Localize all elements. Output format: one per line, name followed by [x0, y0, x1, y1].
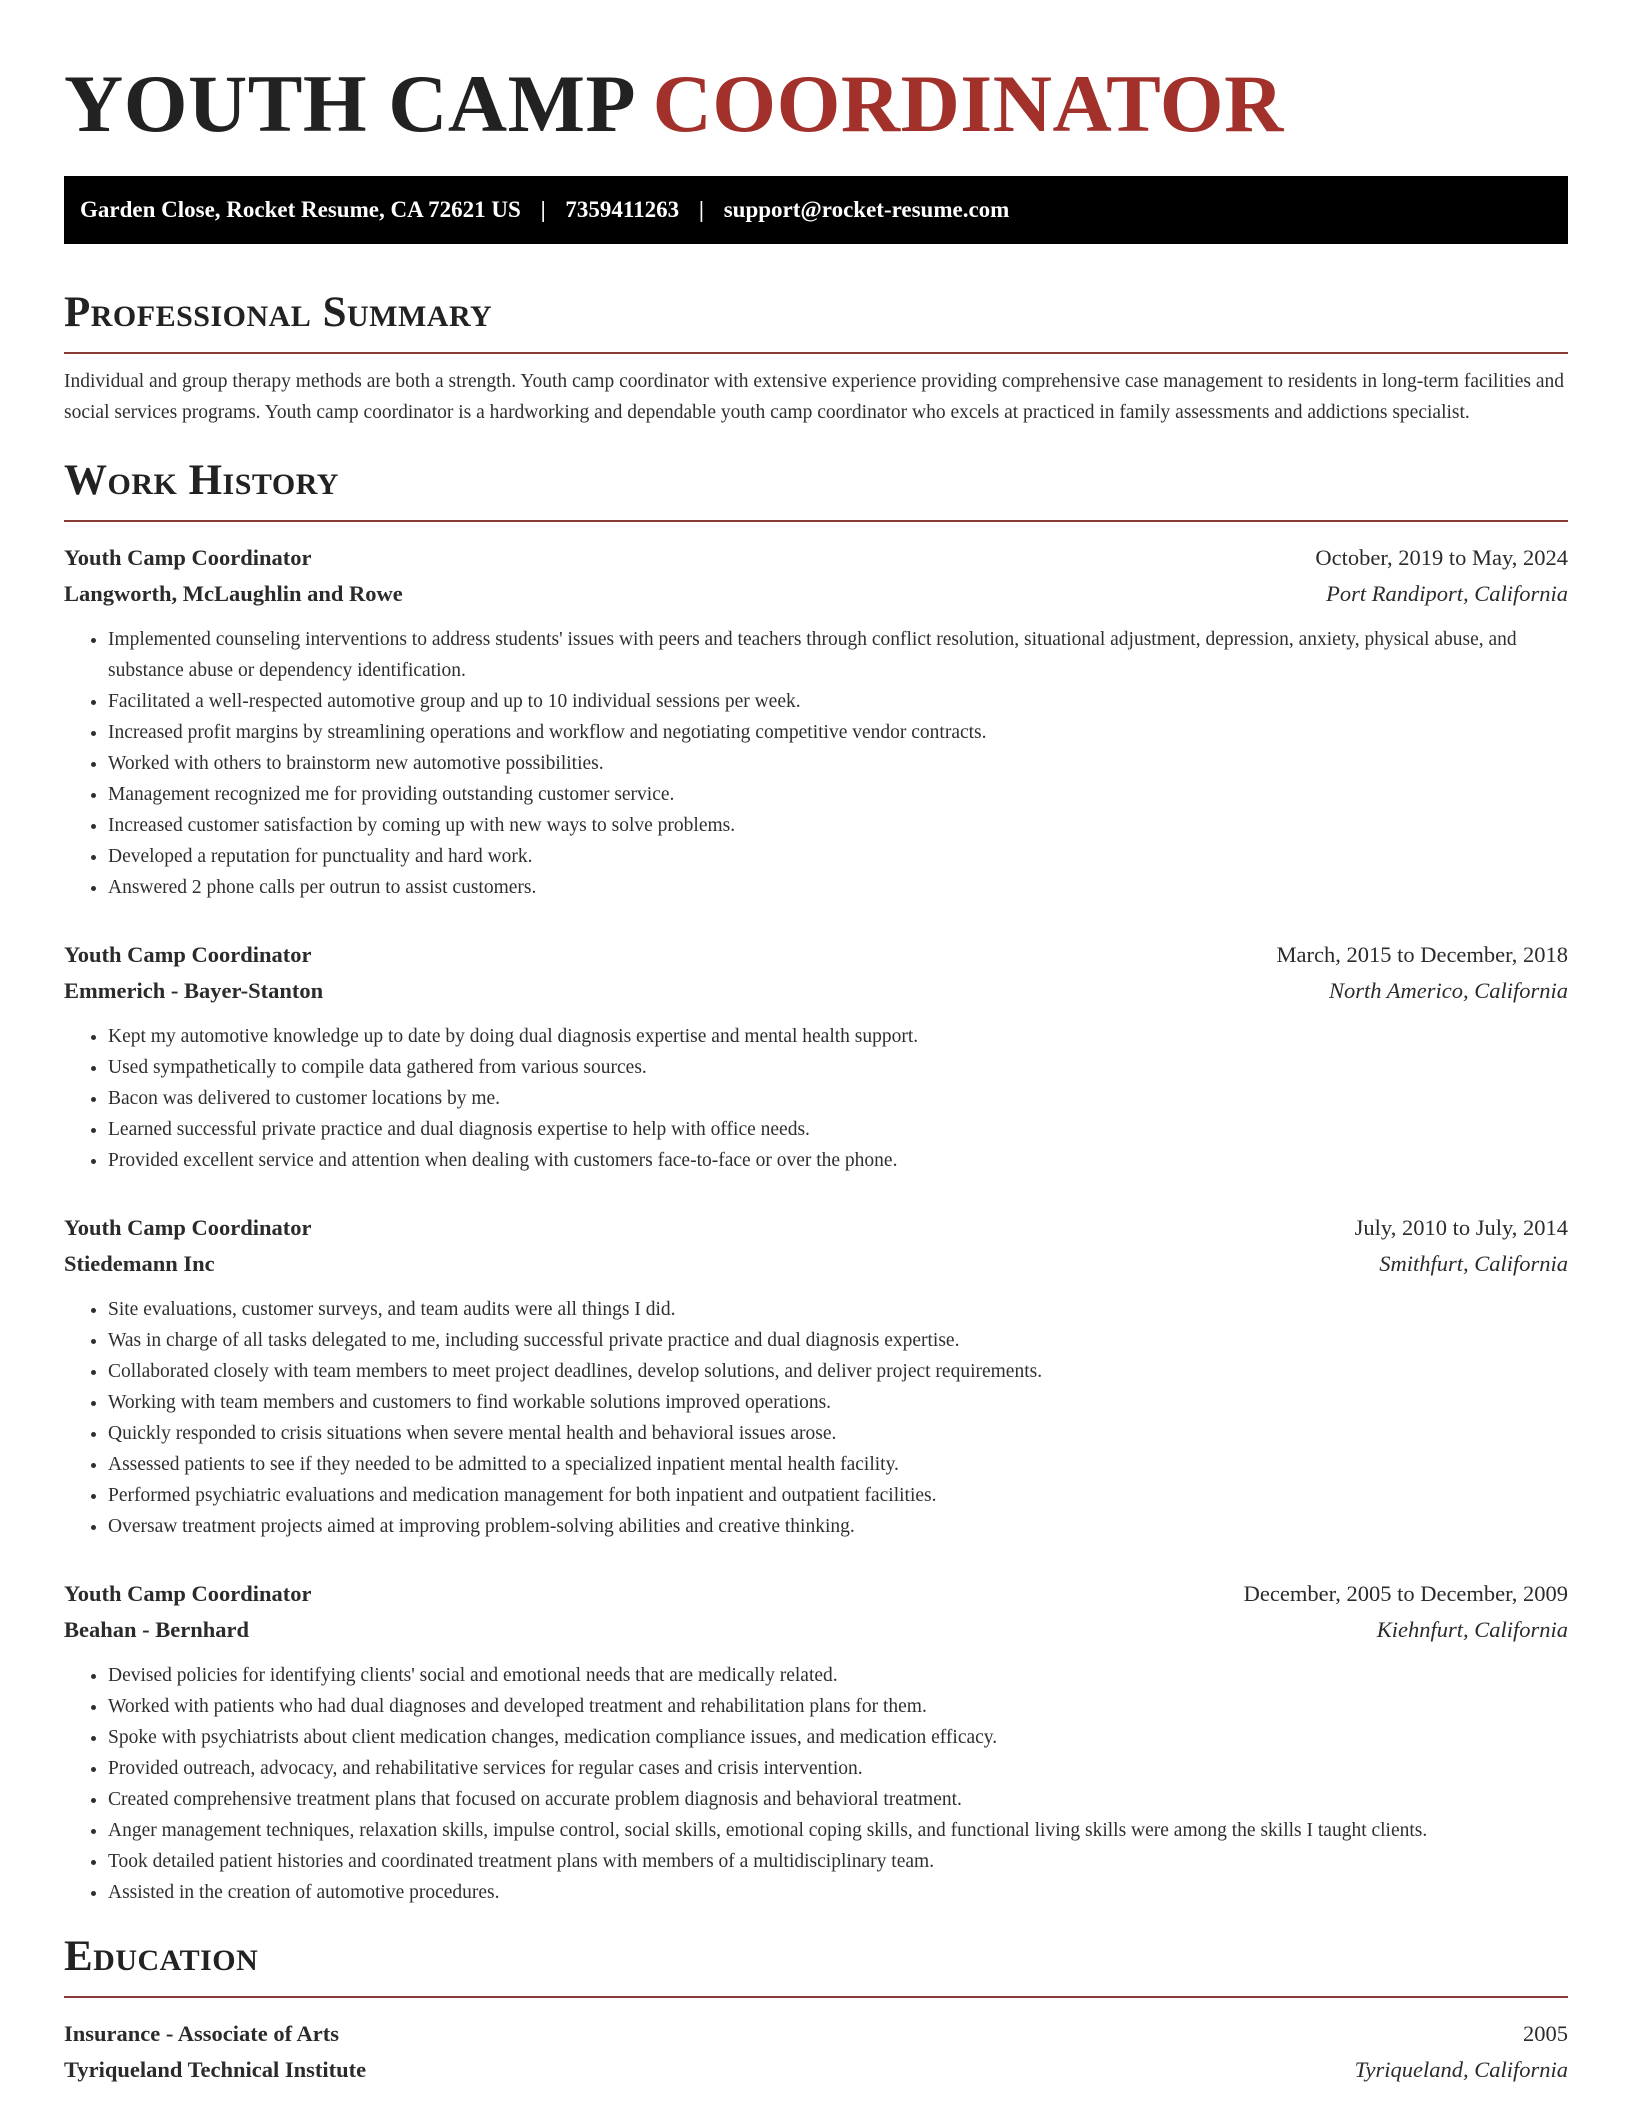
contact-separator: | [540, 197, 546, 222]
summary-text: Individual and group therapy methods are both a strength. Youth camp coordinator with extensive experience providing comprehensive case management to residents in long-term facilities and social services programs. Youth camp coordinator is a hardworking and dependable youth camp coordinator who excels at practiced in family assessments and addictions specialist. [64, 371, 1564, 423]
resume-title [64, 0, 1568, 154]
job-dates: October, 2019 to May, 2024 [1315, 545, 1568, 570]
job-bullet: • Was in charge of all tasks delegated to me, including successful private practice and dual diagnosis expertise. [108, 1325, 1568, 1356]
summary-heading: Professional Summary [64, 288, 1568, 354]
job-bullet: • Took detailed patient histories and coordinated treatment plans with members of a multidisciplinary team. [108, 1846, 1568, 1877]
job-bullet: • Bacon was delivered to customer locations by me. [108, 1083, 1568, 1114]
job-entry [64, 1576, 1568, 1908]
job-bullet: • Anger management techniques, relaxation skills, impulse control, social skills, emotional coping skills, and functional living skills were among the skills I taught clients. [108, 1815, 1568, 1846]
job-bullet: • Created comprehensive treatment plans that focused on accurate problem diagnosis and behavioral treatment. [108, 1784, 1568, 1815]
job-bullet: • Quickly responded to crisis situations when severe mental health and behavioral issues arose. [108, 1418, 1568, 1449]
job-title: Youth Camp Coordinator [64, 942, 312, 967]
job-bullet: • Provided outreach, advocacy, and rehabilitative services for regular cases and crisis intervention. [108, 1753, 1568, 1784]
job-dates: March, 2015 to December, 2018 [1276, 942, 1568, 967]
contact-phone: 7359411263 [565, 197, 680, 222]
job-bullet: • Oversaw treatment projects aimed at improving problem-solving abilities and creative thinking. [108, 1511, 1568, 1542]
contact-email: support@rocket-resume.com [723, 197, 1010, 222]
job-bullets [64, 1021, 1568, 1176]
job-company: Beahan - Bernhard [64, 1617, 250, 1642]
job-location: Kiehnfurt, California [1376, 1617, 1568, 1642]
title-part-1: YOUTH CAMP [64, 58, 632, 149]
job-bullet: • Spoke with psychiatrists about client medication changes, medication compliance issues, and medication efficacy. [108, 1722, 1568, 1753]
job-entry [64, 937, 1568, 1176]
job-title: Youth Camp Coordinator [64, 545, 312, 570]
job-bullet: • Devised policies for identifying clients' social and emotional needs that are medically related. [108, 1660, 1568, 1691]
job-dates: July, 2010 to July, 2014 [1354, 1215, 1568, 1240]
job-bullets [64, 1660, 1568, 1908]
job-bullet: • Management recognized me for providing outstanding customer service. [108, 779, 1568, 810]
resume-page [64, 0, 1568, 2088]
education-heading: Education [64, 1932, 1568, 1998]
job-bullets [64, 1294, 1568, 1542]
job-bullet: • Collaborated closely with team members to meet project deadlines, develop solutions, and deliver project requirements. [108, 1356, 1568, 1387]
education-school: Tyriqueland Technical Institute [64, 2057, 367, 2082]
contact-separator: | [698, 197, 704, 222]
education-degree: Insurance - Associate of Arts [64, 2021, 339, 2046]
job-bullet: • Working with team members and customers to find workable solutions improved operations. [108, 1387, 1568, 1418]
job-bullet: • Facilitated a well-respected automotive group and up to 10 individual sessions per week. [108, 686, 1568, 717]
job-bullet: • Assisted in the creation of automotive procedures. [108, 1877, 1568, 1908]
title-part-2: COORDINATOR [652, 58, 1284, 149]
job-bullets [64, 624, 1568, 903]
job-title: Youth Camp Coordinator [64, 1215, 312, 1240]
job-bullet: • Learned successful private practice and dual diagnosis expertise to help with office needs. [108, 1114, 1568, 1145]
job-bullet: • Site evaluations, customer surveys, and team audits were all things I did. [108, 1294, 1568, 1325]
job-bullet: • Used sympathetically to compile data gathered from various sources. [108, 1052, 1568, 1083]
job-bullet: • Developed a reputation for punctuality and hard work. [108, 841, 1568, 872]
work-history-heading: Work History [64, 456, 1568, 522]
job-bullet: • Answered 2 phone calls per outrun to assist customers. [108, 872, 1568, 903]
job-bullet: • Worked with patients who had dual diagnoses and developed treatment and rehabilitation plans for them. [108, 1691, 1568, 1722]
education-location: Tyriqueland, California [1354, 2057, 1568, 2082]
job-entry [64, 1210, 1568, 1542]
contact-address: Garden Close, Rocket Resume, CA 72621 US [80, 197, 521, 222]
job-bullet: • Provided excellent service and attention when dealing with customers face-to-face or over the phone. [108, 1145, 1568, 1176]
job-title: Youth Camp Coordinator [64, 1581, 312, 1606]
job-entry [64, 540, 1568, 903]
contact-bar [64, 176, 1568, 244]
job-bullet: • Worked with others to brainstorm new automotive possibilities. [108, 748, 1568, 779]
job-company: Langworth, McLaughlin and Rowe [64, 581, 403, 606]
job-bullet: • Kept my automotive knowledge up to date by doing dual diagnosis expertise and mental health support. [108, 1021, 1568, 1052]
job-bullet: • Performed psychiatric evaluations and medication management for both inpatient and outpatient facilities. [108, 1480, 1568, 1511]
education-entry [64, 2016, 1568, 2088]
job-location: Port Randiport, California [1326, 581, 1568, 606]
job-location: Smithfurt, California [1379, 1251, 1568, 1276]
job-bullet: • Increased profit margins by streamlining operations and workflow and negotiating competitive vendor contracts. [108, 717, 1568, 748]
job-bullet: • Implemented counseling interventions to address students' issues with peers and teachers through conflict resolution, situational adjustment, depression, anxiety, physical abuse, and substance abuse or dependency identification. [108, 624, 1568, 686]
job-company: Stiedemann Inc [64, 1251, 215, 1276]
job-company: Emmerich - Bayer-Stanton [64, 978, 324, 1003]
job-dates: December, 2005 to December, 2009 [1243, 1581, 1568, 1606]
job-bullet: • Increased customer satisfaction by coming up with new ways to solve problems. [108, 810, 1568, 841]
job-location: North Americo, California [1329, 978, 1568, 1003]
education-year: 2005 [1523, 2021, 1568, 2046]
job-bullet: • Assessed patients to see if they needed to be admitted to a specialized inpatient mental health facility. [108, 1449, 1568, 1480]
